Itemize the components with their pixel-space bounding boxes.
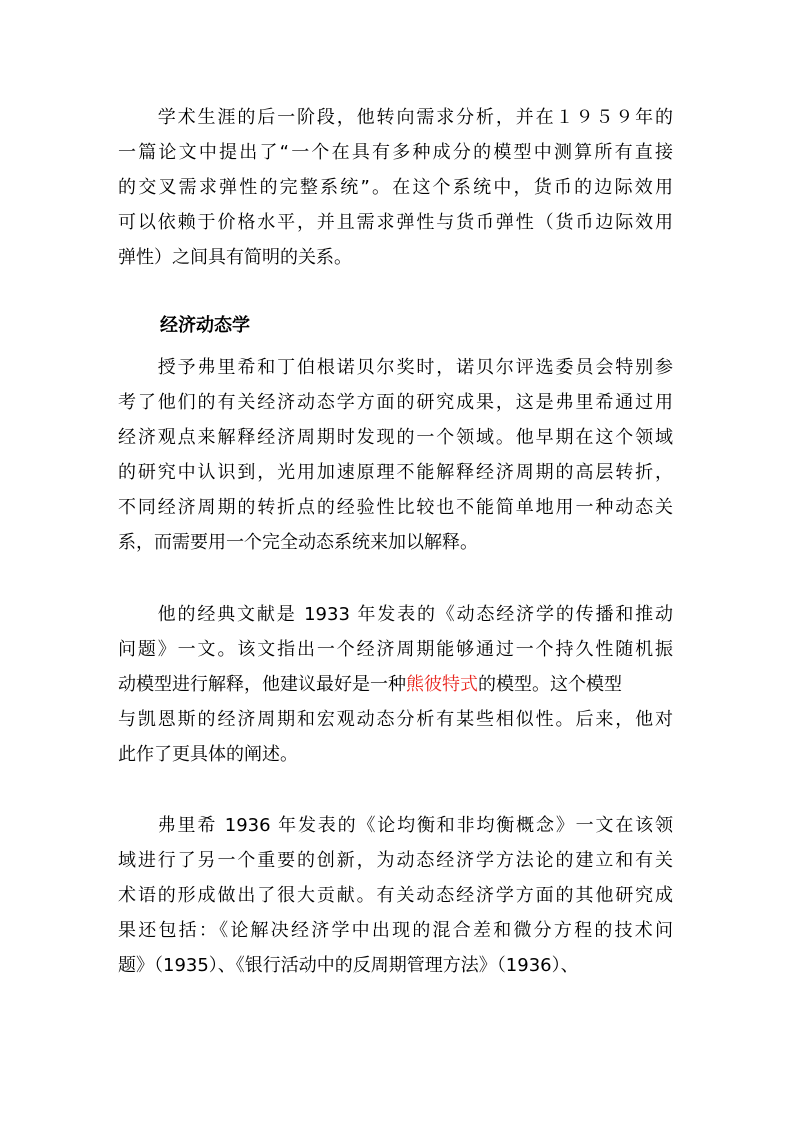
text-line: 弗里希 1936 年发表的《论均衡和非均衡概念》一文在该领 bbox=[118, 815, 673, 836]
text-span: 动模型进行解释，他建议最好是一种 bbox=[118, 674, 406, 695]
text-line: 学术生涯的后一阶段，他转向需求分析，并在１９５９年的 bbox=[118, 107, 673, 128]
text-line: 一篇论文中提出了“一个在具有多种成分的模型中测算所有直接 bbox=[118, 142, 673, 163]
paragraph-classic-work bbox=[118, 597, 673, 772]
section-heading: 经济动态学 bbox=[160, 315, 250, 336]
paragraph-demand-analysis bbox=[118, 100, 673, 275]
text-line: 与凯恩斯的经济周期和宏观动态分析有某些相似性。后来，他对 bbox=[118, 709, 673, 730]
text-line: 此作了更具体的阐述。 bbox=[118, 744, 298, 765]
text-line bbox=[118, 667, 673, 702]
text-line: 可以依赖于价格水平，并且需求弹性与货币弹性（货币边际效用 bbox=[118, 212, 673, 233]
text-line: 题》（1935）、《银行活动中的反周期管理方法》（1936）、 bbox=[118, 955, 579, 976]
text-line: 考了他们的有关经济动态学方面的研究成果，这是弗里希通过用 bbox=[118, 392, 673, 413]
text-line: 域进行了另一个重要的创新，为动态经济学方法论的建立和有关 bbox=[118, 850, 673, 871]
text-line: 果还包括：《论解决经济学中出现的混合差和微分方程的技术问 bbox=[118, 920, 673, 941]
text-line: 经济观点来解释经济周期时发现的一个领域。他早期在这个领域 bbox=[118, 427, 673, 448]
text-line: 弹性）之间具有简明的关系。 bbox=[118, 247, 352, 268]
text-line: 授予弗里希和丁伯根诺贝尔奖时，诺贝尔评选委员会特别参 bbox=[118, 357, 673, 378]
text-line: 他的经典文献是 1933 年发表的《动态经济学的传播和推动 bbox=[118, 604, 673, 625]
text-line: 术语的形成做出了很大贡献。有关动态经济学方面的其他研究成 bbox=[118, 885, 673, 906]
text-line: 的研究中认识到，光用加速原理不能解释经济周期的高层转折， bbox=[118, 462, 673, 483]
schumpeter-link[interactable]: 熊彼特式 bbox=[406, 674, 478, 695]
text-span: 的模型。这个模型 bbox=[478, 674, 622, 695]
text-line: 不同经济周期的转折点的经验性比较也不能简单地用一种动态关 bbox=[118, 497, 673, 518]
text-line: 的交叉需求弹性的完整系统”。在这个系统中，货币的边际效用 bbox=[118, 177, 673, 198]
text-line: 系，而需要用一个完全动态系统来加以解释。 bbox=[118, 532, 478, 553]
paragraph-equilibrium bbox=[118, 808, 673, 983]
paragraph-dynamics-intro bbox=[118, 350, 673, 560]
text-line: 问题》一文。该文指出一个经济周期能够通过一个持久性随机振 bbox=[118, 639, 673, 660]
